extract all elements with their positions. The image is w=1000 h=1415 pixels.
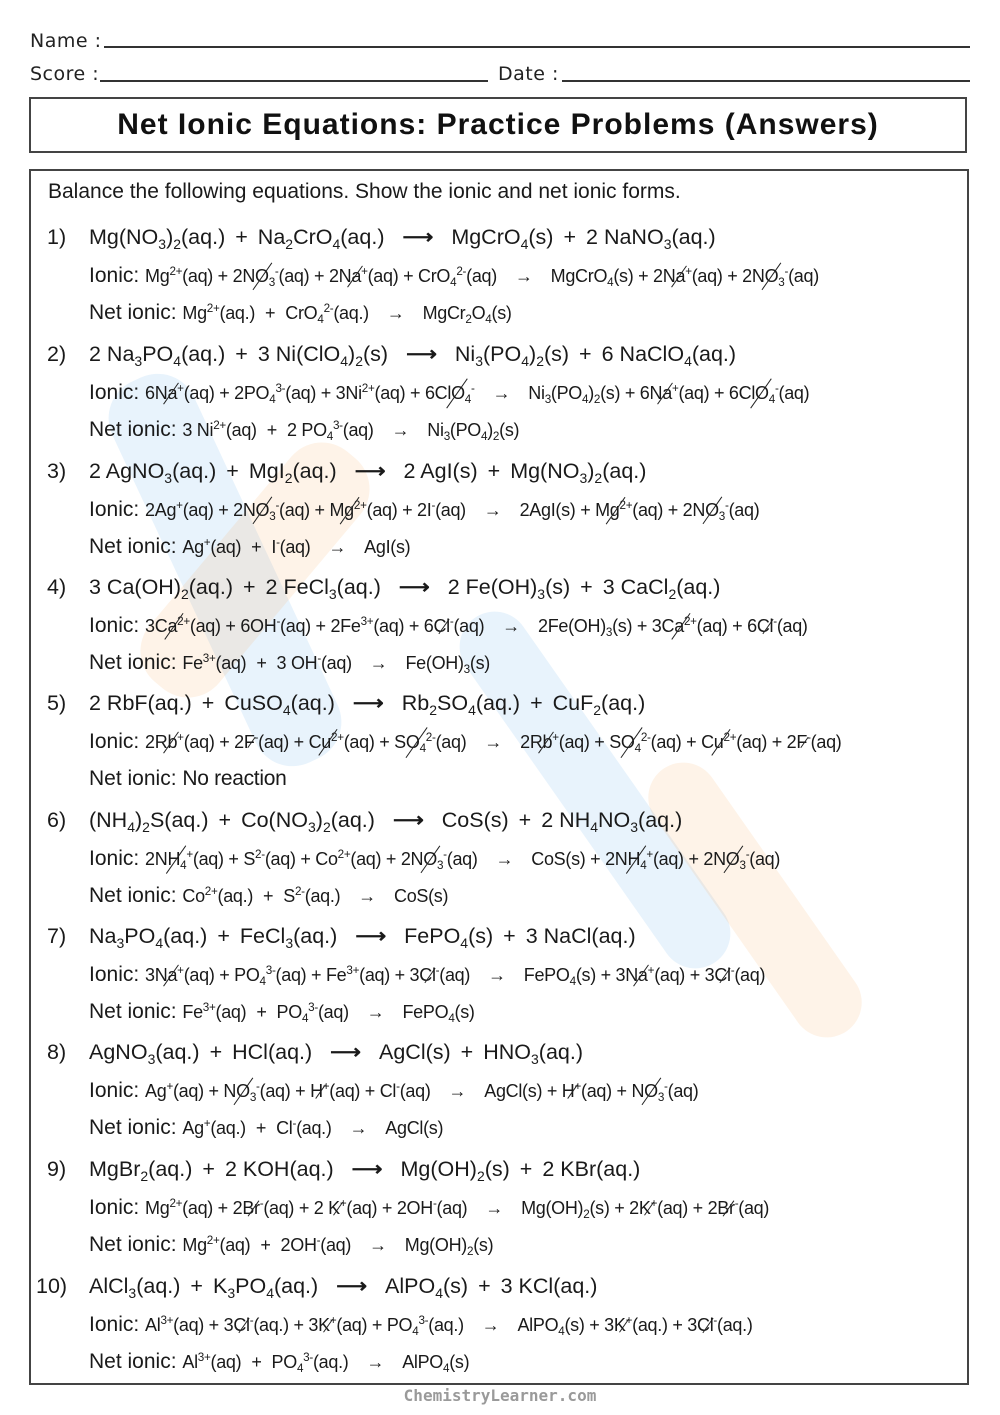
cancelled-spectator-ion: K+: [328, 1196, 347, 1218]
net-ionic-label: Net ionic:: [89, 535, 183, 558]
reaction-arrow-icon: →: [448, 1081, 467, 1101]
cancelled-spectator-ion: $SO_4^{2-}$: [394, 730, 436, 756]
cancelled-spectator-ion: F-: [243, 730, 259, 752]
cancelled-spectator-ion: Na+: [662, 264, 692, 286]
molecular-equation: $Mg(NO_3)_2(aq.) + Na_2CrO_4(aq.)$ ⟶ MgCrO$_4$(s) + 2 NaNO$_3$(aq.): [89, 225, 716, 252]
problem-number: 9): [47, 1157, 67, 1181]
cancelled-spectator-ion: Cl-: [714, 963, 735, 985]
reaction-arrow-icon: ⟶: [402, 225, 434, 249]
cancelled-spectator-ion: H+: [310, 1079, 330, 1101]
reaction-arrow-icon: →: [492, 383, 511, 403]
net-ionic-label: Net ionic:: [89, 767, 183, 790]
cancelled-spectator-ion: $SO_4^{2-}$: [609, 730, 651, 756]
reaction-arrow-icon: ⟶: [352, 691, 384, 715]
ionic-equation: Ionic: $Mg^{2+}(aq) + 2Br^-(aq) + 2$ $K^+(aq) + 2OH^-(aq) \to Mg(OH)_2(s) + 2K^+(aq) + 2Br^-(aq)$: [89, 1196, 770, 1222]
cancelled-spectator-ion: F-: [796, 730, 811, 752]
cancelled-spectator-ion: ClO$_4$-: [434, 381, 475, 407]
problem-number: 3): [47, 459, 67, 483]
reaction-arrow-icon: →: [369, 653, 388, 673]
ionic-label: Ionic:: [89, 264, 146, 287]
cancelled-spectator-ion: $NO_3^-$: [692, 498, 729, 524]
ionic-label: Ionic:: [89, 381, 146, 404]
net-ionic-label: Net ionic:: [89, 651, 183, 674]
problem-number: 5): [47, 691, 67, 715]
net-ionic-equation: Net ionic: No reaction: [89, 767, 287, 790]
reaction-arrow-icon: →: [483, 500, 502, 520]
ionic-equation: Ionic: $Mg^{2+}(aq) + 2NO_3^-(aq) + 2Na^+(aq) + CrO_4^{2-}(aq)$ → MgCrO$_4$(s) + $2Na^+(aq) + 2NO_3^-(aq)$: [89, 264, 819, 290]
cancelled-spectator-ion: Cl-: [697, 1313, 717, 1335]
net-ionic-equation: Net ionic: $Al^{3+}(aq) + PO_4^{3-}(aq.)$ → AlPO$_4$(s): [89, 1350, 470, 1376]
cancelled-spectator-ion: $Ca^{2+}$: [154, 614, 190, 636]
cancelled-spectator-ion: $Cu^{2+}$: [701, 730, 737, 752]
cancelled-spectator-ion: Rb+: [154, 730, 184, 752]
problem-number: 1): [47, 225, 67, 249]
cancelled-spectator-ion: Cl-: [433, 614, 454, 636]
reaction-arrow-icon: →: [386, 303, 405, 323]
cancelled-spectator-ion: Cl-: [419, 963, 440, 985]
problem-number: 2): [47, 342, 67, 366]
molecular-equation: 2 $Na_3PO_4(aq.) + 3$ $Ni(ClO_4)_2(s)$ ⟶ $Ni_3(PO_4)_2(s) + 6$ NaClO$_4$(aq.): [89, 342, 737, 369]
reaction-arrow-icon: ⟶: [330, 1040, 361, 1064]
reaction-arrow-icon: →: [366, 1002, 385, 1022]
score-label: Score :: [30, 63, 100, 85]
molecular-equation: 3 $Ca(OH)_2(aq.) + 2$ FeCl$_3$(aq.) ⟶ 2 $Fe(OH)_3(s) + 3$ CaCl$_2$(aq.): [89, 575, 721, 602]
reaction-arrow-icon: ⟶: [355, 924, 387, 948]
name-field-line[interactable]: [104, 46, 970, 48]
cancelled-spectator-ion: $Mg^{2+}$: [595, 498, 633, 520]
cancelled-spectator-ion: Na+: [649, 381, 679, 403]
name-label: Name :: [30, 30, 102, 52]
reaction-arrow-icon: ⟶: [351, 1157, 383, 1181]
molecular-equation: $(NH_4)_2S(aq.) + Co(NO_3)_2(aq.)$ ⟶ CoS(s) + 2 $NH_4NO_3(aq.)$: [89, 808, 683, 835]
instructions: Balance the following equations. Show the ionic and net ionic forms.: [48, 180, 681, 203]
ionic-equation: Ionic: $2Ag^+(aq) + 2NO_3^-(aq) + Mg^{2+}(aq) + 2I^-(aq) \to 2AgI(s) + Mg^{2+}(aq) + 2NO_3^-(aq)$: [89, 498, 760, 524]
cancelled-spectator-ion: $NO_3^-$: [242, 498, 280, 524]
cancelled-spectator-ion: $NH_4^+$: [614, 847, 653, 873]
molecular-equation: $Na_3PO_4(aq.)$ + FeCl$_3$(aq.) ⟶ FePO$_4$(s) + 3 NaCl(aq.): [89, 924, 636, 951]
title-box: [29, 97, 967, 153]
cancelled-spectator-ion: H+: [561, 1079, 581, 1101]
net-ionic-label: Net ionic:: [89, 301, 183, 324]
ionic-label: Ionic:: [89, 614, 146, 637]
ionic-label: Ionic:: [89, 847, 146, 870]
cancelled-spectator-ion: $NH_4^+$: [154, 847, 193, 873]
molecular-equation: 2 AgNO$_3$(aq.) + MgI$_2$(aq.) ⟶ 2 $AgI(s) + Mg(NO_3)_2(aq.)$: [89, 459, 647, 486]
net-ionic-equation: Net ionic: $Mg^{2+}(aq) + 2OH^-(aq) \to Mg(OH)_2(s)$: [89, 1233, 494, 1259]
net-ionic-equation: Net ionic: Ag+(aq.) + Cl-(aq.) → AgCl(s): [89, 1116, 444, 1139]
cancelled-spectator-ion: $NO_3^-$: [631, 1079, 668, 1105]
page-title: Net Ionic Equations: Practice Problems (Answers): [117, 108, 879, 141]
net-ionic-equation: Net ionic: Ag+(aq) + I-(aq) → AgI(s): [89, 535, 411, 558]
net-ionic-equation: Net ionic: $Co^{2+}(aq.) + S^{2-}(aq.) \to CoS(s)$: [89, 884, 449, 907]
net-ionic-label: Net ionic:: [89, 1233, 183, 1256]
problem-number: 10): [36, 1274, 68, 1298]
reaction-arrow-icon: →: [481, 1315, 500, 1335]
ionic-equation: Ionic: $6Na^+(aq) + 2PO_4^{3-}(aq) + 3Ni^{2+}(aq) + 6ClO_4^- \to Ni_3(PO_4)_2(s) + 6Na^+(aq) + 6ClO_4^-(aq)$: [89, 381, 810, 407]
reaction-arrow-icon: ⟶: [406, 342, 437, 366]
ionic-equation: Ionic: $3Ca^{2+}(aq) + 6OH^-(aq) + 2Fe^{3+}(aq) + 6Cl^-(aq) \to 2Fe(OH)_3(s) + 3Ca^{2+}(aq) + 6Cl^-(aq)$: [89, 614, 808, 640]
cancelled-spectator-ion: Cl-: [756, 614, 777, 636]
ionic-equation: Ionic: $Al^{3+}(aq) + 3Cl^-(aq.) + 3K^+(aq) + PO_4^{3-}(aq.)$ → AlPO$_4$(s) + 3K+(aq.) + 3Cl-(aq.): [89, 1313, 753, 1339]
date-field-line[interactable]: [562, 80, 970, 82]
cancelled-spectator-ion: $Ca^{2+}$: [661, 614, 697, 636]
net-ionic-label: Net ionic:: [89, 418, 183, 441]
reaction-arrow-icon: →: [358, 886, 376, 906]
cancelled-spectator-ion: K+: [638, 1196, 658, 1218]
reaction-arrow-icon: →: [495, 849, 514, 869]
reaction-arrow-icon: →: [485, 1198, 504, 1218]
cancelled-spectator-ion: $Cu^{2+}$: [308, 730, 344, 752]
molecular-equation: AlCl$_3$(aq.) + $K_3PO_4(aq.)$ ⟶ AlPO$_4$(s) + 3 KCl(aq.): [89, 1274, 598, 1301]
ionic-label: Ionic:: [89, 963, 146, 986]
reaction-arrow-icon: →: [349, 1118, 368, 1138]
reaction-arrow-icon: ⟶: [398, 575, 430, 599]
ionic-equation: Ionic: $3Na^+(aq) + PO_4^{3-}(aq) + Fe^{3+}(aq) + 3Cl^-(aq)$ → FePO$_4$(s) + 3Na+(aq) + 3Cl-(aq): [89, 963, 766, 989]
cancelled-spectator-ion: Na+: [625, 963, 655, 985]
reaction-arrow-icon: →: [369, 1235, 387, 1255]
cancelled-spectator-ion: ClO$_4$-: [738, 381, 779, 407]
net-ionic-label: Net ionic:: [89, 1350, 183, 1373]
reaction-arrow-icon: ⟶: [336, 1274, 368, 1298]
problem-number: 8): [47, 1040, 67, 1064]
cancelled-spectator-ion: Na+: [154, 381, 184, 403]
molecular-equation: AgNO$_3$(aq.) + HCl(aq.) ⟶ AgCl(s) + $HNO_3(aq.)$: [89, 1040, 584, 1067]
cancelled-spectator-ion: $NO_3^-$: [410, 847, 447, 873]
reaction-arrow-icon: →: [391, 420, 410, 440]
net-ionic-label: Net ionic:: [89, 884, 183, 907]
ionic-equation: Ionic: $2NH_4^+(aq) + S^{2-}(aq) + Co^{2+}(aq) + 2NO_3^-(aq) \to CoS(s) + 2NH_4^+(aq) + 2NO_3^-(aq)$: [89, 847, 781, 873]
score-field-line[interactable]: [100, 80, 488, 82]
net-ionic-label: Net ionic:: [89, 1000, 183, 1023]
reaction-arrow-icon: →: [488, 965, 506, 985]
reaction-arrow-icon: →: [502, 616, 520, 636]
date-label: Date :: [498, 63, 559, 85]
footer-site-credit: ChemistryLearner.com: [403, 1386, 597, 1405]
reaction-arrow-icon: →: [366, 1352, 385, 1372]
ionic-label: Ionic:: [89, 730, 146, 753]
net-ionic-equation: Net ionic: $Mg^{2+}(aq.) + CrO_4^{2-}(aq.)$ → $MgCr_2O_4(s)$: [89, 301, 512, 327]
cancelled-spectator-ion: $NO_3^-$: [751, 264, 789, 290]
molecular-equation: 2 RbF(aq.) + CuSO$_4$(aq.) ⟶ $Rb_2SO_4(aq.) + CuF_2(aq.)$: [89, 691, 646, 718]
cancelled-spectator-ion: Na+: [338, 264, 368, 286]
cancelled-spectator-ion: $NO_3^-$: [223, 1079, 260, 1105]
cancelled-spectator-ion: $NO_3^-$: [242, 264, 279, 290]
problem-number: 7): [47, 924, 67, 948]
reaction-arrow-icon: ⟶: [392, 808, 424, 832]
net-ionic-equation: Net ionic: $Fe^{3+}(aq) + 3$ $OH^-(aq) \to Fe(OH)_3(s)$: [89, 651, 490, 677]
problem-number: 6): [47, 808, 67, 832]
molecular-equation: MgBr$_2$(aq.) + 2 KOH(aq.) ⟶ $Mg(OH)_2(s) + 2$ KBr(aq.): [89, 1157, 641, 1184]
reaction-arrow-icon: →: [484, 732, 503, 752]
cancelled-spectator-ion: Cl-: [233, 1313, 254, 1335]
cancelled-spectator-ion: Na+: [154, 963, 184, 985]
ionic-equation: Ionic: $2Rb^+(aq) + 2F^-(aq) + Cu^{2+}(aq) + SO_4^{2-}(aq) \to 2Rb^+(aq) + SO_4^{2-}(aq) + Cu^{2+}(aq) + 2F^-(aq)$: [89, 730, 842, 756]
net-ionic-label: Net ionic:: [89, 1116, 183, 1139]
ionic-label: Ionic:: [89, 1196, 146, 1219]
cancelled-spectator-ion: $Mg^{2+}$: [329, 498, 367, 520]
cancelled-spectator-ion: Br-: [717, 1196, 739, 1218]
reaction-arrow-icon: →: [514, 266, 533, 286]
net-ionic-equation: Net ionic: 3 $Ni^{2+}(aq) + 2$ $PO_4^{3-}(aq) \to Ni_3(PO_4)_2(s)$: [89, 418, 520, 444]
reaction-arrow-icon: →: [328, 537, 347, 557]
cancelled-spectator-ion: K+: [318, 1313, 337, 1335]
cancelled-spectator-ion: $NO_3^-$: [713, 847, 750, 873]
ionic-label: Ionic:: [89, 1313, 146, 1336]
net-ionic-equation: Net ionic: $Fe^{3+}(aq) + PO_4^{3-}(aq)$ → FePO$_4$(s): [89, 1000, 475, 1026]
cancelled-spectator-ion: Br-: [242, 1196, 264, 1218]
ionic-label: Ionic:: [89, 498, 146, 521]
problem-number: 4): [47, 575, 67, 599]
ionic-equation: Ionic: $Ag^+(aq) + NO_3^-(aq) + H^+(aq) + Cl^-(aq)$ → AgCl(s) + $H^+(aq) + NO_3^-(aq)$: [89, 1079, 699, 1105]
ionic-label: Ionic:: [89, 1079, 146, 1102]
cancelled-spectator-ion: K+: [613, 1313, 633, 1335]
cancelled-spectator-ion: Rb+: [529, 730, 559, 752]
reaction-arrow-icon: ⟶: [354, 459, 386, 483]
